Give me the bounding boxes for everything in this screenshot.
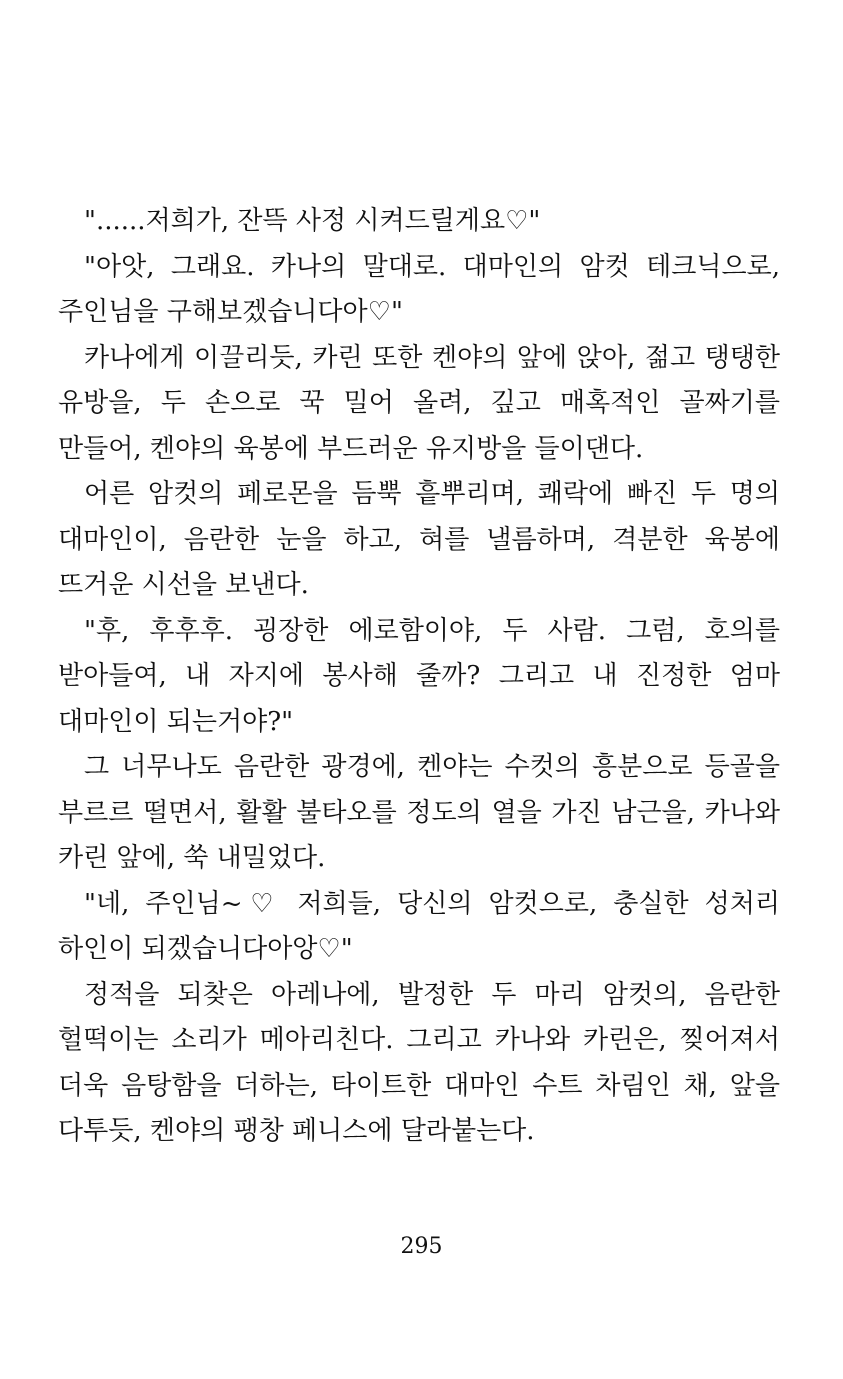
paragraph: "아앗, 그래요. 카나의 말대로. 대마인의 암컷 테크닉으로, 주인님을 구해보겠습니다아♡" [58,251,780,327]
book-page-text [58,199,780,1155]
paragraph: 그 너무나도 음란한 광경에, 켄야는 수컷의 흥분으로 등골을 부르르 떨면서, 활활 불타오를 정도의 열을 가진 남근을, 카나와 카린 앞에, 쑥 내밀었다. [58,752,780,873]
paragraph: 카나에게 이끌리듯, 카린 또한 켄야의 앞에 앉아, 젊고 탱탱한 유방을, 두 손으로 꾹 밀어 올려, 깊고 매혹적인 골짜기를 만들어, 켄야의 육봉에 부드러운 유지방을 들이댄다. [58,342,780,464]
paragraph: "네, 주인님~♡ 저희들, 당신의 암컷으로, 충실한 성처리 하인이 되겠습니다아앙♡" [58,888,780,964]
paragraph: 어른 암컷의 페로몬을 듬뿍 흩뿌리며, 쾌락에 빠진 두 명의 대마인이, 음란한 눈을 하고, 혀를 낼름하며, 격분한 육봉에 뜨거운 시선을 보낸다. [58,479,780,600]
paragraph: 정적을 되찾은 아레나에, 발정한 두 마리 암컷의, 음란한 헐떡이는 소리가 메아리친다. 그리고 카나와 카린은, 찢어져서 더욱 음탕함을 더하는, 타이트한 대마인 수트 차림인 채, 앞을 다투듯, 켄야의 팽창 페니스에 달라붙는다. [58,979,780,1146]
paragraph: "후, 후후후. 굉장한 에로함이야, 두 사람. 그럼, 호의를 받아들여, 내 자지에 봉사해 줄까? 그리고 내 진정한 엄마 대마인이 되는거야?" [58,615,780,737]
paragraph: "......저희가, 잔뜩 사정 시켜드릴게요♡" [84,206,541,236]
page-number: 295 [400,1234,443,1259]
